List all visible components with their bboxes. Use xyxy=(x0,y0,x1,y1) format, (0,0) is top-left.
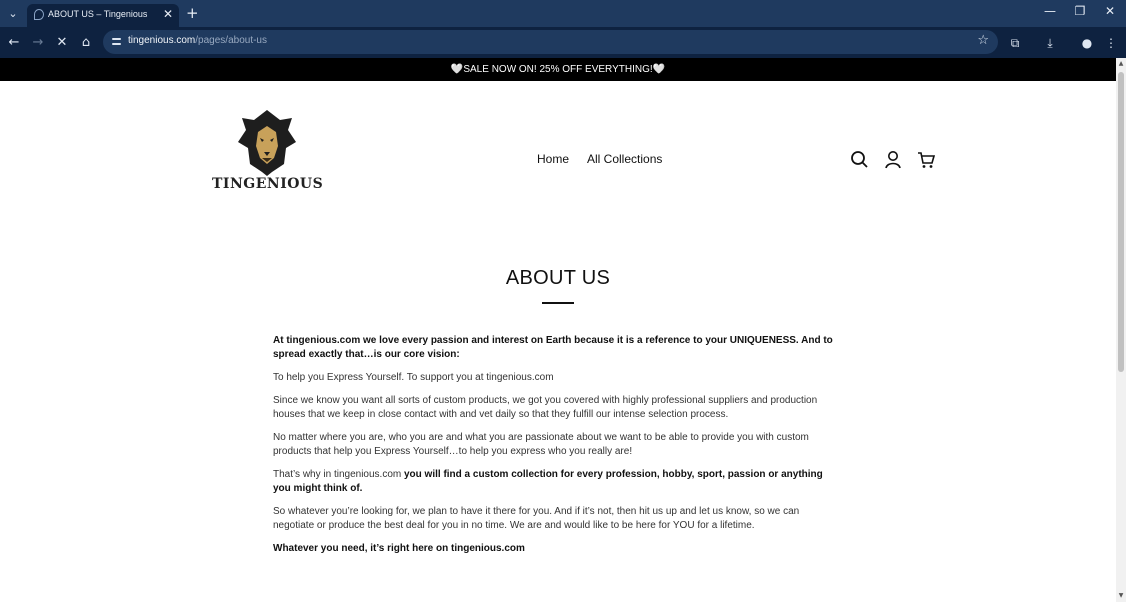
about-paragraph xyxy=(273,468,843,496)
browser-menu-icon[interactable]: ⋮ xyxy=(1105,36,1117,50)
minimize-icon[interactable]: — xyxy=(1044,4,1056,18)
search-icon[interactable] xyxy=(850,150,870,170)
scrollbar-thumb[interactable] xyxy=(1118,72,1124,372)
page-viewport xyxy=(0,58,1116,602)
about-paragraph-closing: Whatever you need, it’s right here on tingenious.com xyxy=(273,543,525,554)
about-paragraph: So whatever you’re looking for, we plan to have it there for you. And if it’s not, then hit us up and let us know, so we can negotiate or produce the best deal for you in no time. We are and would like to be here for YOU for a lifetime. xyxy=(273,506,800,531)
tab-search-chevron-icon[interactable]: ⌄ xyxy=(8,7,18,20)
scroll-up-icon[interactable]: ▲ xyxy=(1118,60,1124,67)
logo-wordmark: TINGENIOUS xyxy=(212,176,324,192)
browser-tabstrip xyxy=(0,0,1126,27)
restore-icon[interactable]: ❐ xyxy=(1074,4,1086,18)
account-icon[interactable] xyxy=(883,150,903,170)
extensions-icon[interactable]: ⧉ xyxy=(1010,36,1020,50)
back-arrow-icon[interactable]: ← xyxy=(8,35,20,50)
lion-logo-icon xyxy=(212,108,322,178)
about-paragraph: No matter where you are, who you are and what you are passionate about we want to be able to provide you with custom products that help you Express Yourself…to help you express who you really are! xyxy=(273,432,809,457)
nav-home[interactable]: Home xyxy=(537,152,570,166)
page-scrollbar[interactable] xyxy=(1116,58,1126,602)
forward-arrow-icon[interactable]: → xyxy=(32,35,44,50)
announcement-bar: 🤍SALE NOW ON! 25% OFF EVERYTHING!🤍 xyxy=(0,58,1116,81)
cart-icon[interactable] xyxy=(916,150,936,170)
nav-all-collections[interactable]: All Collections xyxy=(587,152,663,166)
bookmark-star-icon[interactable]: ☆ xyxy=(977,33,989,48)
close-window-icon[interactable]: ✕ xyxy=(1104,4,1116,18)
close-tab-icon[interactable]: ✕ xyxy=(162,7,173,21)
scroll-down-icon[interactable]: ▼ xyxy=(1118,592,1124,599)
about-content xyxy=(273,334,843,565)
browser-tab[interactable] xyxy=(27,4,179,27)
url-text[interactable]: tingenious.com/pages/about-us xyxy=(128,35,267,46)
profile-avatar-icon[interactable]: ● xyxy=(1081,36,1093,50)
site-info-icon[interactable] xyxy=(111,36,123,48)
address-bar[interactable] xyxy=(103,30,998,54)
site-logo[interactable] xyxy=(212,108,322,196)
home-icon[interactable]: ⌂ xyxy=(81,35,91,50)
browser-toolbar xyxy=(0,27,1126,58)
about-paragraph: To help you Express Yourself. To support you at tingenious.com xyxy=(273,372,554,383)
stop-loading-icon[interactable]: ✕ xyxy=(56,35,68,50)
about-paragraph: Since we know you want all sorts of custom products, we got you covered with highly professional suppliers and production houses that we keep in close contact with and vet daily so that they fulfill our intense selection process. xyxy=(273,395,818,420)
media-download-icon[interactable]: ⤓ xyxy=(1047,36,1053,50)
about-paragraph-emphasis: you will find a custom collection for every profession, hobby, sport, passion or anything you might think of. xyxy=(273,469,823,494)
page-title: ABOUT US xyxy=(505,267,611,289)
about-paragraph-lead: That’s why in tingenious.com xyxy=(273,469,404,480)
title-divider xyxy=(542,302,574,304)
about-paragraph: At tingenious.com we love every passion and interest on Earth because it is a reference to your UNIQUENESS. And to spread exactly that…is our core vision: xyxy=(273,335,833,360)
new-tab-icon[interactable]: + xyxy=(186,4,199,22)
tab-title: ABOUT US – Tingenious xyxy=(48,9,148,19)
site-favicon-icon xyxy=(34,9,44,20)
